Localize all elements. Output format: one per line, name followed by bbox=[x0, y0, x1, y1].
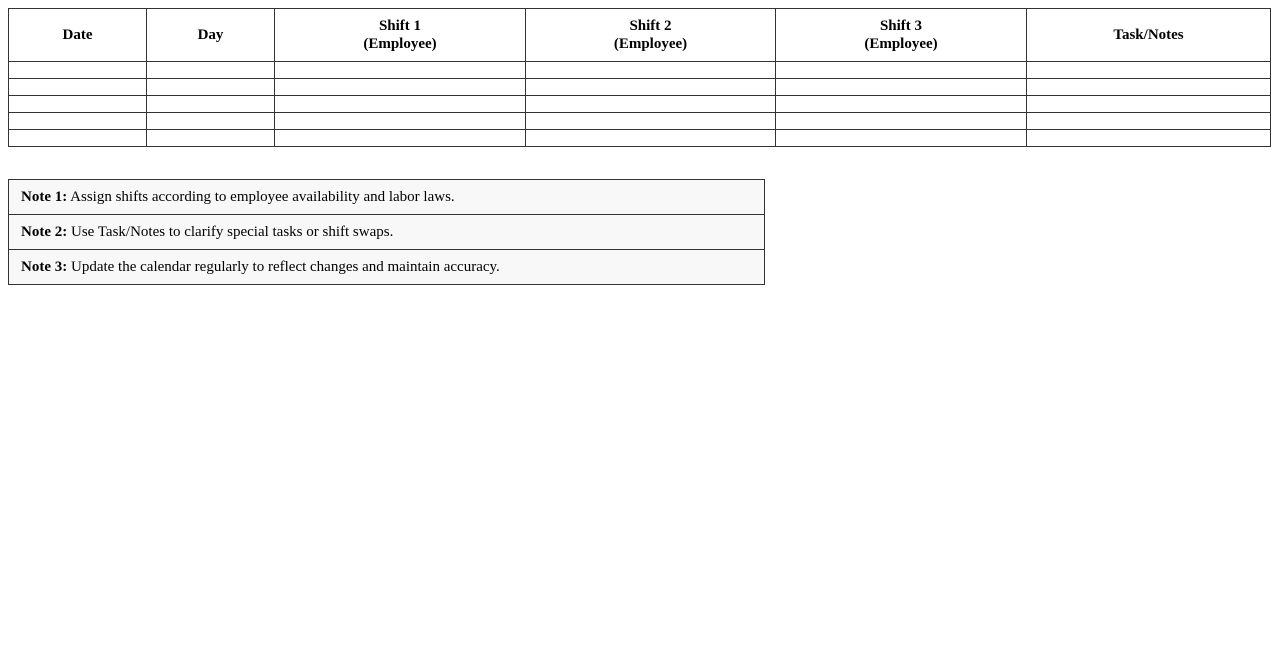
task-notes-cell[interactable] bbox=[1027, 130, 1271, 147]
day-cell[interactable] bbox=[147, 113, 275, 130]
day-cell[interactable] bbox=[147, 96, 275, 113]
note-row bbox=[9, 215, 765, 250]
shift-1-cell[interactable] bbox=[275, 79, 526, 96]
table-row bbox=[9, 96, 1271, 113]
day-cell[interactable] bbox=[147, 130, 275, 147]
note-label: Note 2: bbox=[21, 223, 68, 240]
note-cell bbox=[9, 215, 765, 250]
date-cell[interactable] bbox=[9, 130, 147, 147]
column-header-label: Day bbox=[197, 27, 224, 43]
note-cell bbox=[9, 250, 765, 285]
note-row bbox=[9, 180, 765, 215]
note-text: Update the calendar regularly to reflect changes and maintain accuracy. bbox=[70, 258, 500, 275]
shift-3-cell[interactable] bbox=[776, 130, 1027, 147]
date-cell[interactable] bbox=[9, 113, 147, 130]
shift-schedule-table bbox=[8, 8, 1271, 147]
task-notes-cell[interactable] bbox=[1027, 79, 1271, 96]
note-label: Note 1: bbox=[21, 188, 68, 205]
table-row bbox=[9, 113, 1271, 130]
column-header-label: Shift 2 bbox=[629, 18, 672, 34]
column-header-label: Task/Notes bbox=[1113, 27, 1184, 43]
column-header-label: Shift 3 bbox=[879, 18, 923, 34]
column-header-shift-2 bbox=[526, 9, 776, 62]
shift-1-cell[interactable] bbox=[275, 62, 526, 79]
note-text: Use Task/Notes to clarify special tasks or shift swaps. bbox=[70, 223, 394, 240]
shift-3-cell[interactable] bbox=[776, 113, 1027, 130]
task-notes-cell[interactable] bbox=[1027, 96, 1271, 113]
note-cell bbox=[9, 180, 765, 215]
shift-1-cell[interactable] bbox=[275, 96, 526, 113]
column-header-sublabel: (Employee) bbox=[864, 36, 938, 52]
column-header-label: Date bbox=[62, 27, 93, 43]
date-cell[interactable] bbox=[9, 96, 147, 113]
table-header-row bbox=[9, 9, 1271, 62]
column-header-task-notes bbox=[1027, 9, 1271, 62]
notes-table bbox=[8, 179, 765, 285]
shift-3-cell[interactable] bbox=[776, 96, 1027, 113]
shift-1-cell[interactable] bbox=[275, 130, 526, 147]
column-header-label: Shift 1 bbox=[378, 18, 422, 34]
table-row bbox=[9, 79, 1271, 96]
note-row bbox=[9, 250, 765, 285]
column-header-sublabel: (Employee) bbox=[363, 36, 437, 52]
task-notes-cell[interactable] bbox=[1027, 62, 1271, 79]
shift-2-cell[interactable] bbox=[526, 96, 776, 113]
task-notes-cell[interactable] bbox=[1027, 113, 1271, 130]
table-row bbox=[9, 62, 1271, 79]
shift-2-cell[interactable] bbox=[526, 130, 776, 147]
column-header-shift-3 bbox=[776, 9, 1027, 62]
note-text: Assign shifts according to employee availability and labor laws. bbox=[70, 188, 455, 205]
shift-2-cell[interactable] bbox=[526, 113, 776, 130]
note-label: Note 3: bbox=[21, 258, 68, 275]
shift-3-cell[interactable] bbox=[776, 62, 1027, 79]
column-header-day bbox=[147, 9, 275, 62]
column-header-shift-1 bbox=[275, 9, 526, 62]
column-header-sublabel: (Employee) bbox=[613, 36, 688, 52]
shift-3-cell[interactable] bbox=[776, 79, 1027, 96]
column-header-date bbox=[9, 9, 147, 62]
day-cell[interactable] bbox=[147, 62, 275, 79]
shift-1-cell[interactable] bbox=[275, 113, 526, 130]
shift-2-cell[interactable] bbox=[526, 62, 776, 79]
shift-2-cell[interactable] bbox=[526, 79, 776, 96]
table-row bbox=[9, 130, 1271, 147]
day-cell[interactable] bbox=[147, 79, 275, 96]
date-cell[interactable] bbox=[9, 62, 147, 79]
date-cell[interactable] bbox=[9, 79, 147, 96]
